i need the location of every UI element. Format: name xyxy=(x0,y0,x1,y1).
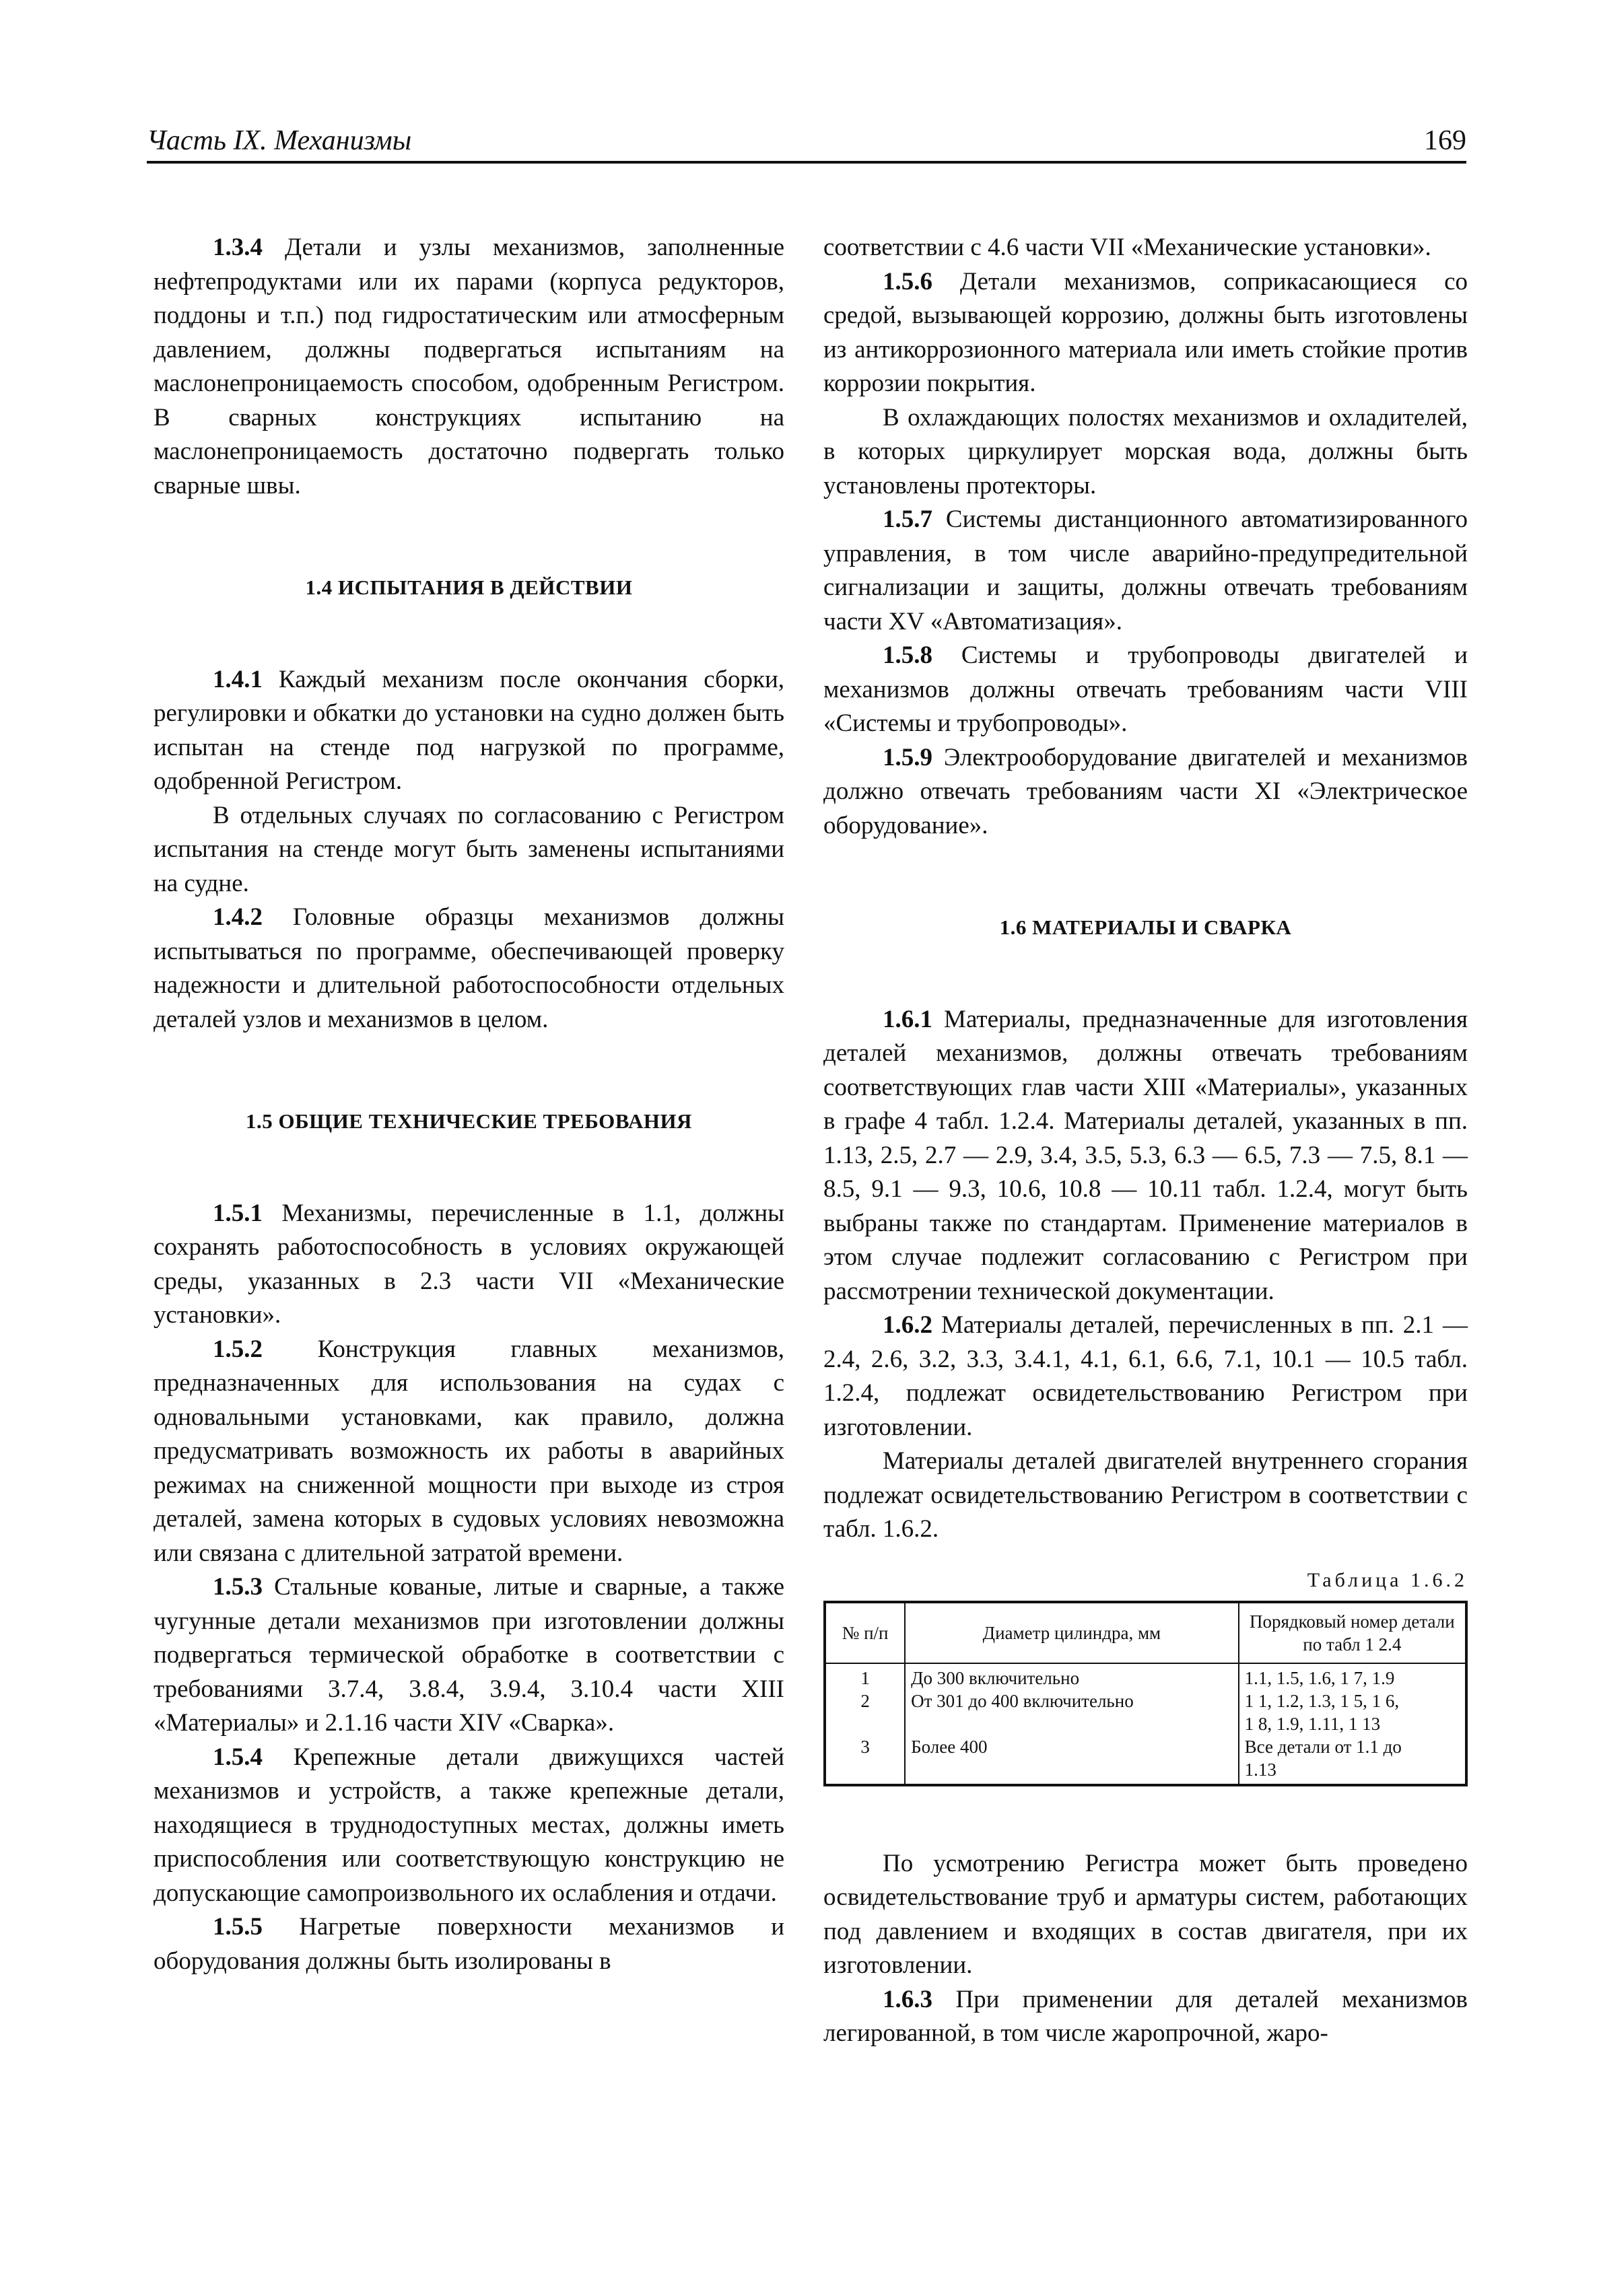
table-cell-number: 1 2 3 xyxy=(825,1663,905,1785)
paragraph-1-5-6-b: В охлаждающих полостях механизмов и охладителей, в которых циркулирует морская вода, должны быть установлены протекторы. xyxy=(823,403,1468,499)
page-number: 169 xyxy=(1424,125,1466,156)
paragraph-1-6-3: 1.6.3 При применении для деталей механизмов легированной, в том числе жаропрочной, жаро- xyxy=(823,1985,1468,2047)
paragraph-1-5-4: 1.5.4 Крепежные детали движущихся частей механизмов и устройств, а также крепежные детали, находящиеся в труднодоступных местах, должны иметь приспособления или соответствующую конструкцию не допускающие самопроизвольного их ослабления и отдачи. xyxy=(154,1743,784,1907)
paragraph-1-5-3: 1.5.3 Стальные кованые, литые и сварные, а также чугунные детали механизмов при изготовлении должны подвергаться термической обработке в соответствии с требованиями 3.7.4, 3.8.4, 3.9.4, 3.10.4 части XIII «Материалы» и 2.1.16 части XIV «Сварка». xyxy=(154,1573,784,1737)
section-heading-1-4: 1.4 ИСПЫТАНИЯ В ДЕЙСТВИИ xyxy=(305,576,633,599)
paragraph-1-5-5-continued: соответствии с 4.6 части VII «Механические установки». xyxy=(823,234,1431,261)
right-column xyxy=(823,231,1468,2051)
materials-table xyxy=(823,1601,1468,1786)
paragraph-1-5-8: 1.5.8 Системы и трубопроводы двигателей и механизмов должны отвечать требованиям части VIII «Системы и трубопроводы». xyxy=(823,641,1468,737)
paragraph-1-5-2: 1.5.2 Конструкция главных механизмов, предназначенных для использования на судах с одновальными установками, как правило, должна предусматривать возможность их работы в аварийных режимах на сниженной мощности при выходе из строя деталей, замена которых в судовых условиях невозможна или связана с длительной затратой времени. xyxy=(154,1335,784,1567)
paragraph-1-6-2-b: Материалы деталей двигателей внутреннего сгорания подлежат освидетельствованию Регистром в соответствии с табл. 1.6.2. xyxy=(823,1447,1468,1543)
paragraph-1-6-2: 1.6.2 Материалы деталей, перечисленных в пп. 2.1 — 2.4, 2.6, 3.2, 3.3, 3.4.1, 4.1, 6.1, 6.6, 7.1, 10.1 — 10.5 табл. 1.2.4, подлежат освидетельствованию Регистром при изготовлении. xyxy=(823,1311,1468,1441)
paragraph-after-table: По усмотрению Регистра может быть проведено освидетельствование труб и арматуры систем, работающих под давлением и входящих в состав двигателя, при их изготовлении. xyxy=(823,1849,1468,1979)
section-heading-1-6: 1.6 МАТЕРИАЛЫ И СВАРКА xyxy=(999,915,1292,939)
paragraph-1-4-2: 1.4.2 Головные образцы механизмов должны испытываться по программе, обеспечивающей проверку надежности и длительной работоспособности отдельных деталей узлов и механизмов в целом. xyxy=(154,903,784,1033)
paragraph-1-5-9: 1.5.9 Электрооборудование двигателей и механизмов должно отвечать требованиям части XI «Электрическое оборудование». xyxy=(823,743,1468,839)
column-header-parts: Порядковый номер детали по табл 1 2.4 xyxy=(1239,1602,1466,1663)
paragraph-1-5-7: 1.5.7 Системы дистанционного автоматизированного управления, в том числе аварийно-предупредительной сигнализации и защиты, должны отвечать требованиям части XV «Автоматизация». xyxy=(823,506,1468,635)
header-title: Часть IX. Механизмы xyxy=(147,125,412,156)
table-cell-parts: 1.1, 1.5, 1.6, 1 7, 1.9 1 1, 1.2, 1.3, 1 5, 1 6, 1 8, 1.9, 1.11, 1 13 Все детали от 1.1 до 1.13 xyxy=(1239,1663,1466,1785)
paragraph-1-4-1: 1.4.1 Каждый механизм после окончания сборки, регулировки и обкатки до установки на судно должен быть испытан на стенде под нагрузкой по программе, одобренной Регистром. xyxy=(154,665,784,795)
paragraph-1-3-4: 1.3.4 Детали и узлы механизмов, заполненные нефтепродуктами или их парами (корпуса редукторов, поддоны и т.п.) под гидростатическим или атмосферным давлением, должны подвергаться испытаниям на маслонепроницаемость способом, одобренным Регистром. В сварных конструкциях испытанию на маслонепроницаемость достаточно подвергать только сварные швы. xyxy=(154,234,784,499)
running-header xyxy=(147,123,1466,164)
table-header-row xyxy=(825,1602,1466,1663)
paragraph-1-4-1-b: В отдельных случаях по согласованию с Регистром испытания на стенде могут быть заменены испытаниями на судне. xyxy=(154,801,784,897)
section-heading-1-5: 1.5 ОБЩИЕ ТЕХНИЧЕСКИЕ ТРЕБОВАНИЯ xyxy=(246,1109,692,1133)
column-header-number: № п/п xyxy=(825,1602,905,1663)
left-column xyxy=(154,231,784,1978)
column-header-diameter: Диаметр цилиндра, мм xyxy=(905,1602,1239,1663)
table-cell-diameter: До 300 включительно От 301 до 400 включительно Более 400 xyxy=(905,1663,1239,1785)
paragraph-1-5-6: 1.5.6 Детали механизмов, соприкасающиеся со средой, вызывающей коррозию, должны быть изготовлены из антикоррозионного материала или иметь стойкие против коррозии покрытия. xyxy=(823,267,1468,397)
paragraph-1-5-1: 1.5.1 Механизмы, перечисленные в 1.1, должны сохранять работоспособность в условиях окружающей среды, указанных в 2.3 части VII «Механические установки». xyxy=(154,1199,784,1329)
table-caption: Таблица 1.6.2 xyxy=(1307,1568,1468,1591)
table-row xyxy=(825,1663,1466,1785)
paragraph-1-5-5: 1.5.5 Нагретые поверхности механизмов и оборудования должны быть изолированы в xyxy=(154,1913,784,1975)
paragraph-1-6-1: 1.6.1 Материалы, предназначенные для изготовления деталей механизмов, должны отвечать требованиям соответствующих глав части XIII «Материалы», указанных в графе 4 табл. 1.2.4. Материалы деталей, указанных в пп. 1.13, 2.5, 2.7 — 2.9, 3.4, 3.5, 5.3, 6.3 — 6.5, 7.3 — 7.5, 8.1 — 8.5, 9.1 — 9.3, 10.6, 10.8 — 10.11 табл. 1.2.4, могут быть выбраны также по стандартам. Применение материалов в этом случае подлежит согласованию с Регистром при рассмотрении технической документации. xyxy=(823,1005,1468,1305)
